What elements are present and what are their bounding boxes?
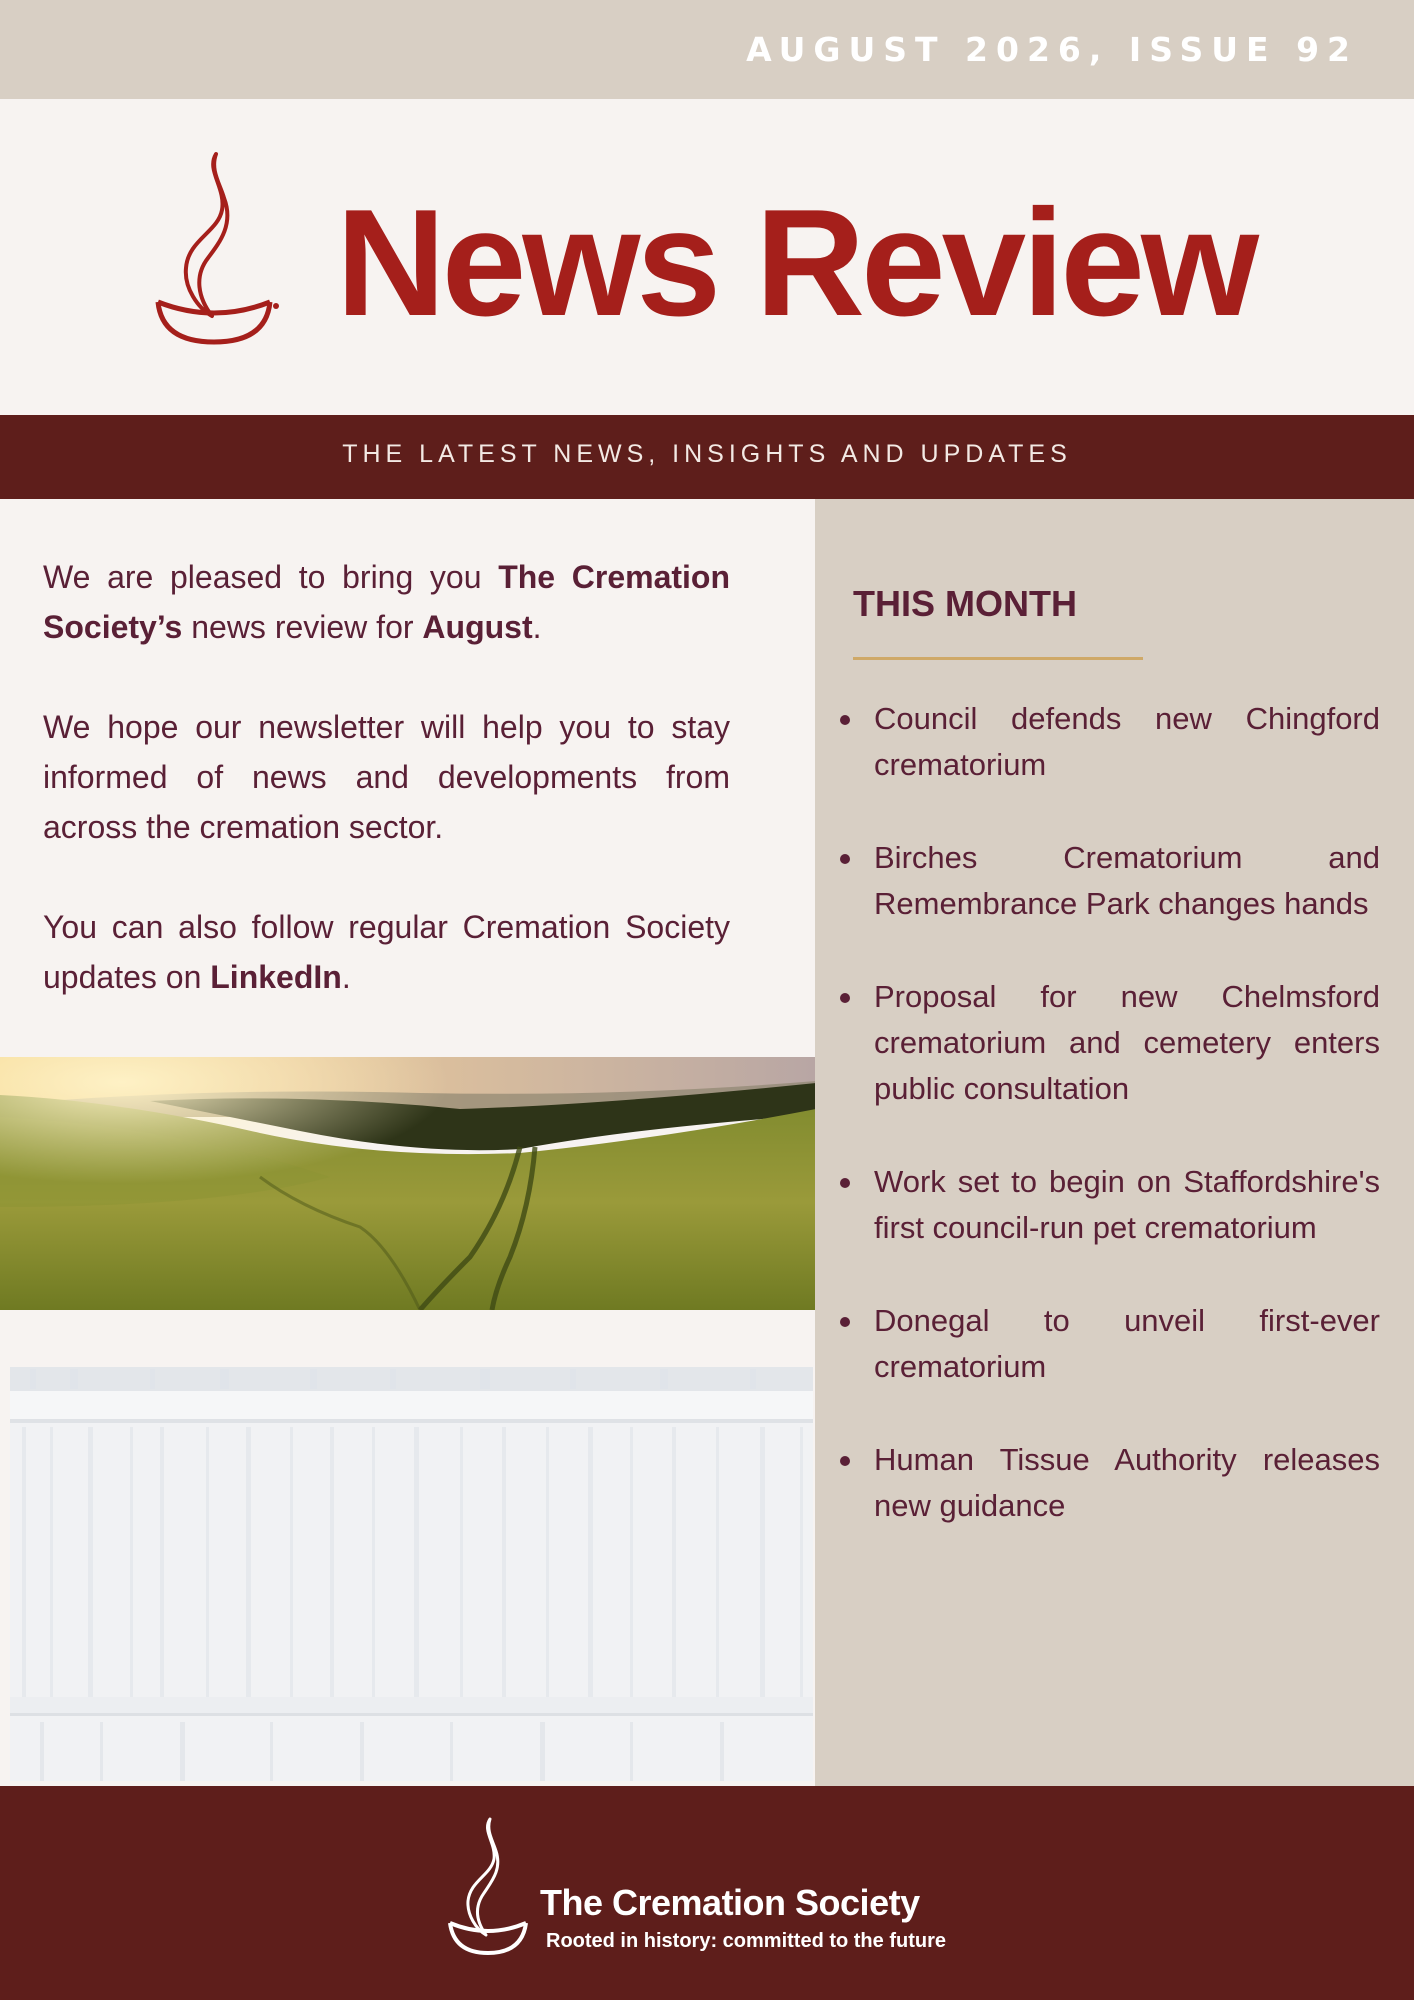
footer-tagline: Rooted in history: committed to the future <box>546 1930 946 1952</box>
tagline: THE LATEST NEWS, INSIGHTS AND UPDATES <box>342 440 1072 468</box>
org-name-emphasis: The Cremation Society’s <box>43 559 731 645</box>
flame-bowl-icon <box>446 1815 530 1957</box>
headline-list <box>834 696 1380 1576</box>
intro-paragraph-3 <box>43 902 730 1002</box>
headline-item[interactable]: Council defends new Chingford crematorium <box>834 696 1380 788</box>
issue-label: AUGUST 2026, ISSUE 92 <box>746 30 1358 69</box>
linkedin-link[interactable]: LinkedIn <box>210 959 342 995</box>
sidebar-title: THIS MONTH <box>853 583 1077 624</box>
intro-text-span: news review for <box>182 609 423 645</box>
bookshelf-photo <box>10 1367 813 1781</box>
headline-item[interactable]: Human Tissue Authority releases new guidance <box>834 1437 1380 1529</box>
headline-item[interactable]: Proposal for new Chelmsford crematorium and cemetery enters public consultation <box>834 974 1380 1112</box>
intro-text-span: You can also follow regular Cremation Society updates on <box>43 909 730 995</box>
intro-paragraph-1 <box>43 552 730 652</box>
intro-text-span: We are pleased to bring you <box>43 559 499 595</box>
headline-item[interactable]: Birches Crematorium and Remembrance Park changes hands <box>834 835 1380 927</box>
intro-text-span: . <box>341 959 351 995</box>
field-photo <box>0 1057 816 1310</box>
headline-item[interactable]: Donegal to unveil first-ever crematorium <box>834 1298 1380 1390</box>
flame-bowl-icon <box>150 148 280 348</box>
intro-text <box>43 552 730 1052</box>
sidebar-divider <box>853 657 1143 660</box>
footer-org-name: The Cremation Society <box>540 1882 920 1923</box>
headline-item[interactable]: Work set to begin on Staffordshire's first council-run pet crematorium <box>834 1159 1380 1251</box>
intro-text-span: . <box>532 609 542 645</box>
month-emphasis: August <box>422 609 533 645</box>
intro-paragraph-2: We hope our newsletter will help you to stay informed of news and developments from across the cremation sector. <box>43 709 730 845</box>
page-title: News Review <box>336 178 1256 348</box>
